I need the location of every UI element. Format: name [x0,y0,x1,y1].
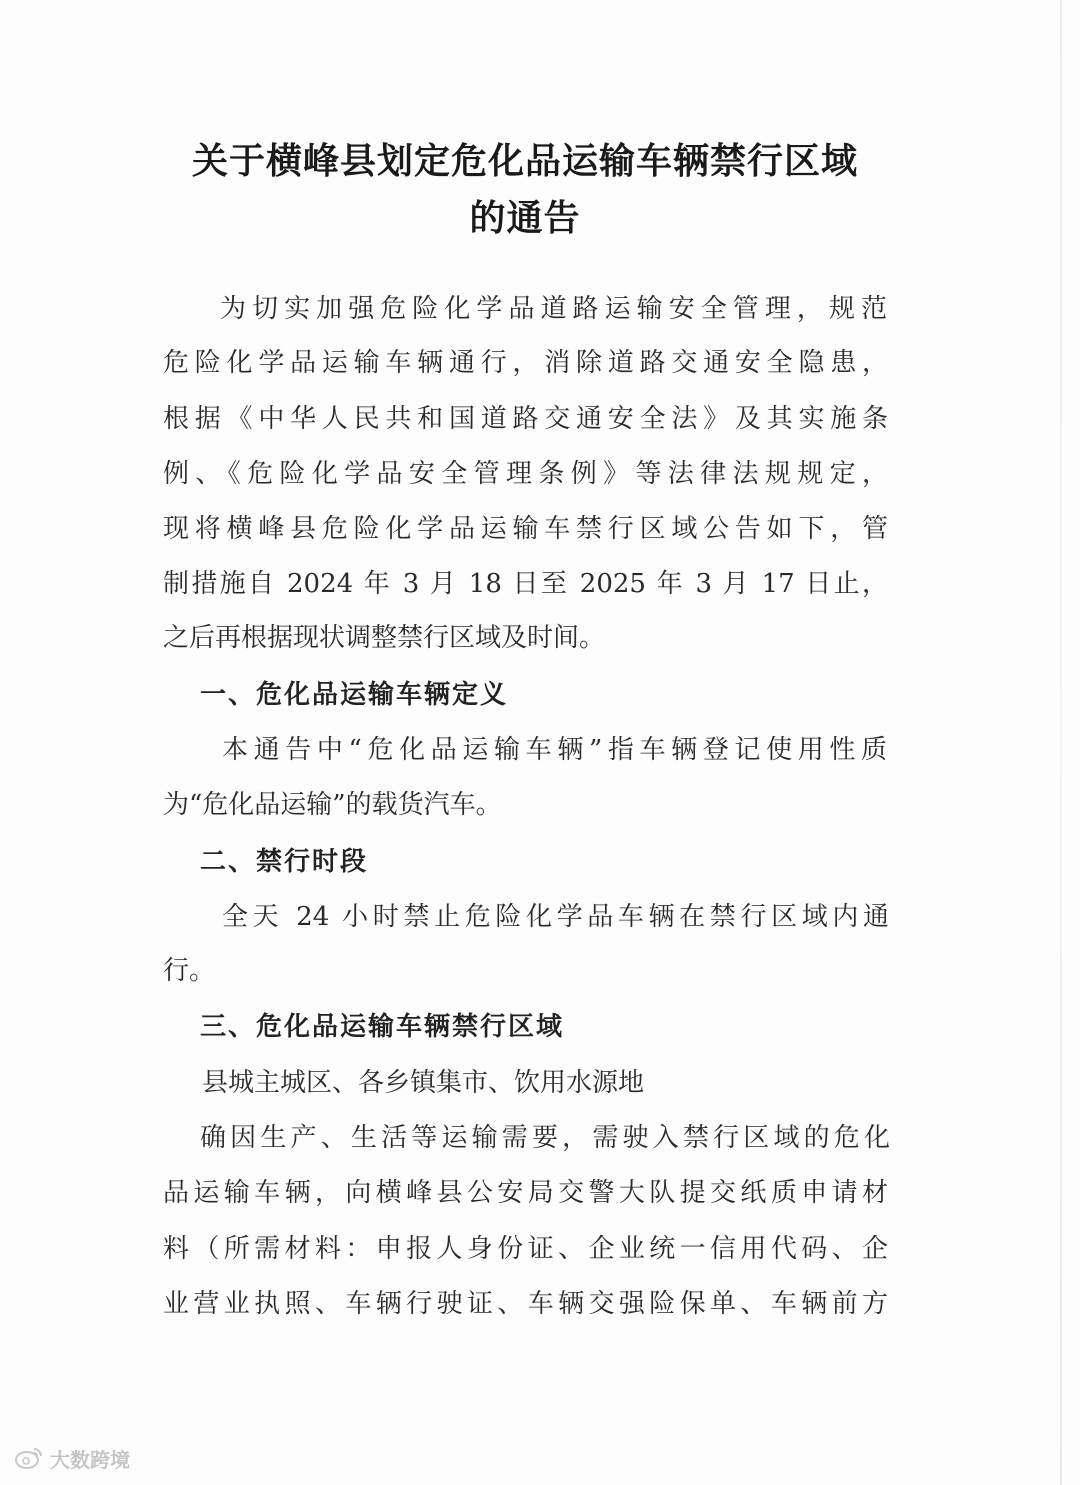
intro-line-4: 例、《危险化学品安全管理条例》等法律法规规定， [163,459,888,489]
intro-line-3: 根据《中华人民共和国道路交通安全法》及其实施条 [163,404,888,434]
watermark-text: 大数跨境 [50,1447,130,1472]
document-title-line1: 关于横峰县划定危化品运输车辆禁行区域 [191,141,858,182]
section3-line-2: 确因生产、生活等运输需要，需驶入禁行区域的危化 [200,1123,890,1153]
intro-line-7: 之后再根据现状调整禁行区域及时间。 [163,623,606,653]
section3-line-3: 品运输车辆，向横峰县公安局交警大队提交纸质申请材 [163,1178,888,1208]
section3-line-4: 料（所需材料：申报人身份证、企业统一信用代码、企 [163,1234,888,1264]
section1-heading: 一、危化品运输车辆定义 [200,680,509,710]
document-title-line2: 的通告 [469,198,581,239]
weibo-logo-icon [14,1446,44,1470]
section3-heading: 三、危化品运输车辆禁行区域 [200,1012,565,1042]
intro-line-1: 为切实加强危险化学品道路运输安全管理，规范 [220,294,887,324]
intro-line-2: 危险化学品运输车辆通行，消除道路交通安全隐患， [163,348,888,378]
intro-line-6: 制措施自 2024 年 3 月 18 日至 2025 年 3 月 17 日止， [163,569,888,599]
section3-line-5: 业营业执照、车辆行驶证、车辆交强险保单、车辆前方 [163,1289,888,1319]
section1-line-2: 为“危化品运输”的载货汽车。 [163,790,502,820]
watermark [14,1443,130,1473]
intro-line-5: 现将横峰县危险化学品运输车禁行区域公告如下，管 [163,514,888,544]
section2-line-1: 全天 24 小时禁止危险化学品车辆在禁行区域内通 [222,902,889,932]
section3-line-1: 县城主城区、各乡镇集市、饮用水源地 [202,1068,645,1098]
section1-line-1: 本通告中“危化品运输车辆”指车辆登记使用性质 [222,735,887,765]
page-edge [1060,0,1062,1485]
section2-line-2: 行。 [163,956,216,986]
section2-heading: 二、禁行时段 [200,847,369,877]
